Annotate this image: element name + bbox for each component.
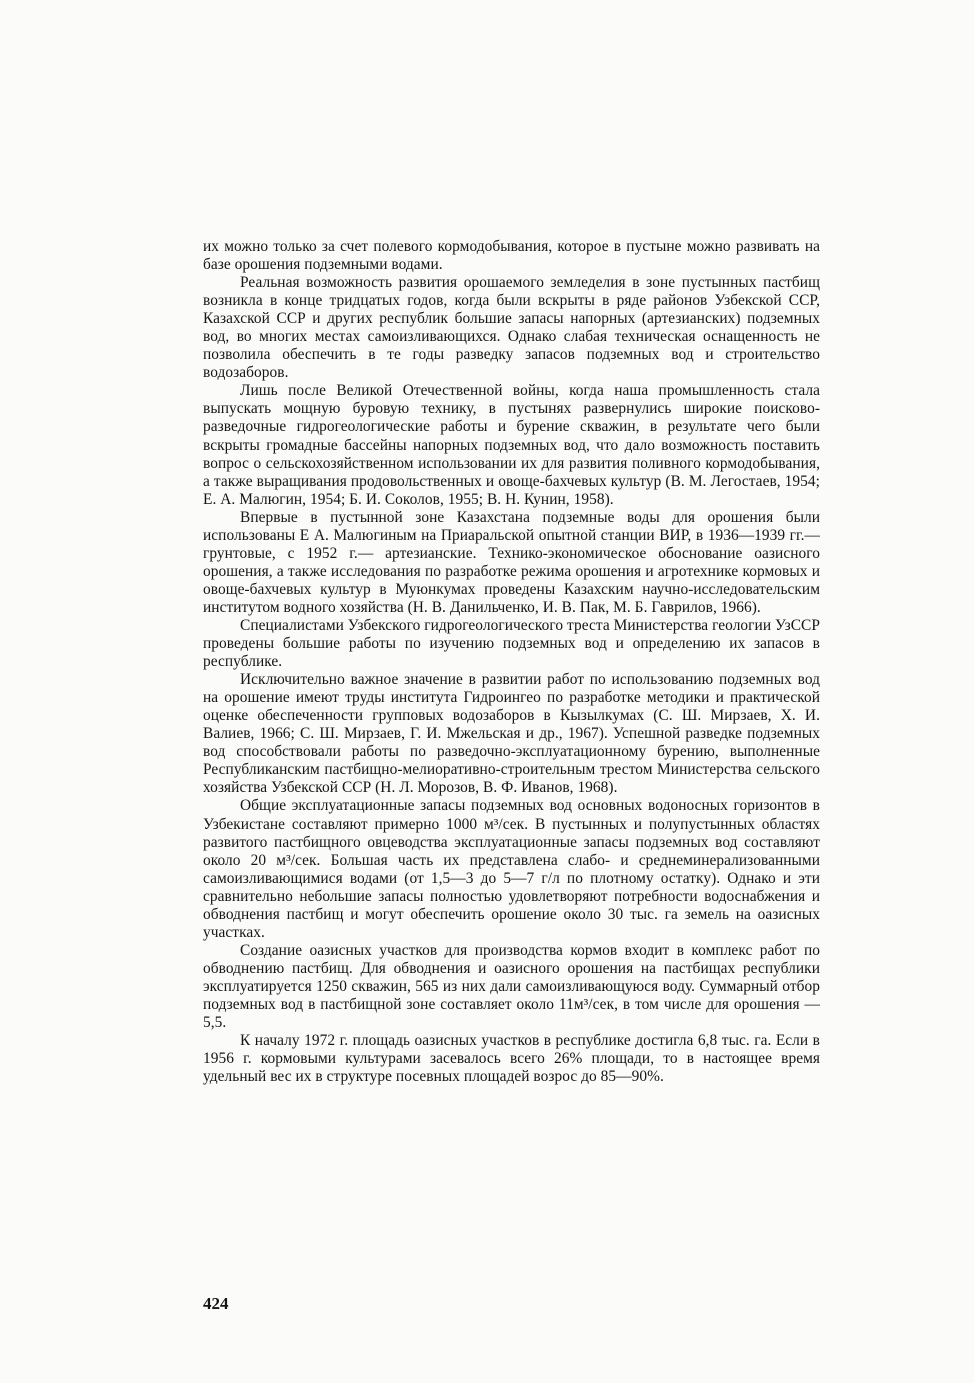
paragraph-real-possibility: Реальная возможность развития орошаемого земледелия в зоне пустынных пастбищ возникла в конце тридцатых годов, когда были вскрыты в ряде районов Узбекской ССР, Казахской ССР и других республик большие запасы напорных (артезианских) подземных вод, во многих местах самоизливающихся. Однако слабая техническая оснащенность не позволила обеспечить в те годы разведку запасов подземных вод и строительство водозаборов. — [203, 274, 820, 382]
paragraph-1972: К началу 1972 г. площадь оазисных участков в республике достигла 6,8 тыс. га. Если в 1956 г. кормовыми культурами засевалось всего 26% площади, то в настоящее время удельный вес их в структуре посевных площадей возрос до 85—90%. — [203, 1032, 820, 1086]
body-text — [203, 238, 820, 1086]
paragraph-continuation: их можно только за счет полевого кормодобывания, которое в пустыне можно развивать на базе орошения подземными водами. — [203, 238, 820, 274]
page-number: 424 — [203, 1294, 229, 1313]
paragraph-specialists: Специалистами Узбекского гидрогеологического треста Министерства геологии УзССР проведены большие работы по изучению подземных вод и определению их запасов в республике. — [203, 616, 820, 671]
paragraph-kazakhstan: Впервые в пустынной зоне Казахстана подземные воды для орошения были использованы Е А. Малюгиным на Приаральской опытной станции ВИР, в 1936—1939 гг.— грунтовые, с 1952 г.— артезианские. Технико-экономическое обоснование оазисного орошения, а также исследования по разработке режима орошения и агротехнике кормовых и овоще-бахчевых культур в Муюнкумах проведены Казахским научно-исследовательским институтом водного хозяйства (Н. В. Данильченко, И. В. Пак, М. Б. Гаврилов, 1966). — [203, 508, 820, 616]
paragraph-after-war: Лишь после Великой Отечественной войны, когда наша промышленность стала выпускать мощную буровую технику, в пустынях развернулись широкие поисково-разведочные гидрогеологические работы и бурение скважин, в результате чего были вскрыты громадные бассейны напорных подземных вод, что дало возможность поставить вопрос о сельскохозяйственном использовании их для развития поливного кормодобывания, а также выращивания продовольственных и овоще-бахчевых культур (В. М. Легостаев, 1954; Е. А. Малюгин, 1954; Б. И. Соколов, 1955; В. Н. Кунин, 1958). — [203, 382, 820, 508]
paragraph-reserves: Общие эксплуатационные запасы подземных вод основных водоносных горизонтов в Узбекистане составляют примерно 1000 м³/сек. В пустынных и полупустынных областях развитого пастбищного овцеводства эксплуатационные запасы подземных вод составляют около 20 м³/сек. Большая часть их представлена слабо- и среднеминерализованными самоизливающимися водами (от 1,5—3 до 5—7 г/л по плотному остатку). Однако и эти сравнительно небольшие запасы полностью удовлетворяют потребности водоснабжения и обводнения пастбищ и могут обеспечить орошение около 30 тыс. га земель на оазисных участках. — [203, 797, 820, 941]
paragraph-hydroingeo: Исключительно важное значение в развитии работ по использованию подземных вод на орошение имеют труды института Гидроингео по разработке методики и практической оценке обеспеченности групповых водозаборов в Кызылкумах (С. Ш. Мирзаев, Х. И. Валиев, 1966; С. Ш. Мирзаев, Г. И. Мжельская и др., 1967). Успешной разведке подземных вод способствовали работы по разведочно-эксплуатационному бурению, выполненные Республиканским пастбищно-мелиоративно-строительным трестом Министерства сельского хозяйства Узбекской ССР (Н. Л. Морозов, В. Ф. Иванов, 1968). — [203, 671, 820, 797]
paragraph-oasis-creation: Создание оазисных участков для производства кормов входит в комплекс работ по обводнению пастбищ. Для обводнения и оазисного орошения на пастбищах республики эксплуатируется 1250 скважин, 565 из них дали самоизливающуюся воду. Суммарный отбор подземных вод в пастбищной зоне составляет около 11м³/сек, в том числе для орошения — 5,5. — [203, 941, 820, 1032]
